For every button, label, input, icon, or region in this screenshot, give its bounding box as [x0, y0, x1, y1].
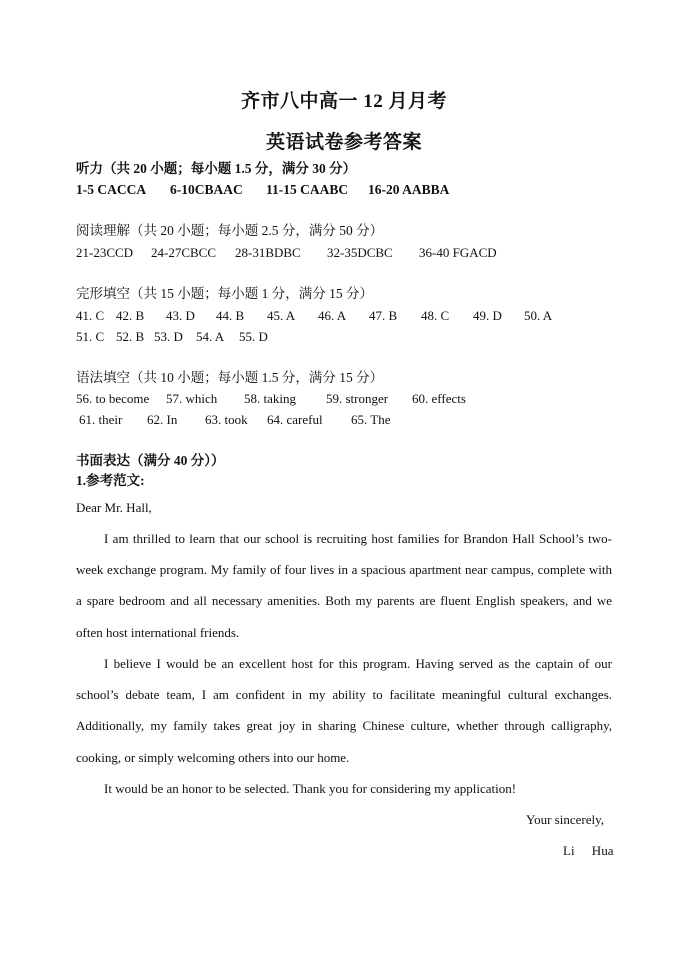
- answer-item: 62. In: [147, 412, 178, 427]
- listening-answers: [76, 182, 449, 198]
- answer-item: 45. A: [267, 308, 296, 323]
- answer-item: 65. The: [351, 412, 391, 427]
- answer-item: 60. effects: [412, 391, 466, 406]
- grammar-answers-row-2: [79, 412, 390, 428]
- answer-group: 28-31BDBC: [235, 245, 301, 260]
- grammar-answers-row-1: [76, 391, 466, 407]
- letter-paragraph-1: I am thrilled to learn that our school is recruiting host families for Brandon Hall School’s two-week exchange program. My family of four lives in a spacious apartment near campus, complete with a spare bedroom and all necessary amenities. Both my parents are fluent English speakers, and we often host international friends.: [76, 531, 612, 640]
- answer-group: 11-15 CAABC: [266, 182, 349, 197]
- answer-item: 64. careful: [267, 412, 323, 427]
- answer-item: 57. which: [166, 391, 218, 406]
- cloze-answers-row-1: [76, 308, 552, 324]
- answer-item: 52. B: [116, 329, 145, 344]
- cloze-heading: 完形填空（共 15 小题；每小题 1 分，满分 15 分）: [76, 286, 373, 301]
- page-title: 齐市八中高一 12 月月考: [240, 91, 447, 112]
- answer-item: 43. D: [166, 308, 195, 323]
- answer-item: 61. their: [79, 412, 123, 427]
- answer-item: 49. D: [473, 308, 502, 323]
- answer-item: 47. B: [369, 308, 398, 323]
- answer-group: 16-20 AABBA: [368, 182, 450, 197]
- answer-item: 63. took: [205, 412, 248, 427]
- answer-group: 1-5 CACCA: [76, 182, 147, 197]
- answer-group: 6-10CBAAC: [170, 182, 243, 197]
- sample-essay-label: 1.参考范文:: [76, 473, 145, 488]
- answer-item: 56. to become: [76, 391, 150, 406]
- answer-item: 54. A: [196, 329, 225, 344]
- letter-closing: Your sincerely,: [526, 812, 604, 827]
- answer-item: 55. D: [239, 329, 268, 344]
- answer-group: 24-27CBCC: [151, 245, 217, 260]
- grammar-heading: 语法填空（共 10 小题；每小题 1.5 分，满分 15 分）: [76, 370, 384, 385]
- cloze-answers-row-2: [76, 329, 268, 345]
- answer-item: 46. A: [318, 308, 347, 323]
- letter-paragraph-2: I believe I would be an excellent host for this program. Having served as the captain of our school’s debate team, I am confident in my ability to facilitate meaningful cultural exchanges. Additionally, my family takes great joy in sharing Chinese culture, whether through calligraphy, cooking, or simply welcoming others into our home.: [76, 656, 612, 765]
- answer-group: 21-23CCD: [76, 245, 134, 260]
- letter-paragraph-3: It would be an honor to be selected. Thank you for considering my application!: [104, 781, 517, 796]
- answer-item: 42. B: [116, 308, 145, 323]
- answer-item: 48. C: [421, 308, 450, 323]
- answer-item: 50. A: [524, 308, 553, 323]
- answer-group: 32-35DCBC: [327, 245, 393, 260]
- answer-item: 53. D: [154, 329, 183, 344]
- answer-item: 44. B: [216, 308, 245, 323]
- page-subtitle: 英语试卷参考答案: [265, 132, 422, 153]
- answer-group: 36-40 FGACD: [419, 245, 497, 260]
- reading-answers: [76, 245, 497, 261]
- answer-item: 41. C: [76, 308, 105, 323]
- listening-heading: 听力（共 20 小题；每小题 1.5 分，满分 30 分）: [76, 161, 357, 176]
- answer-item: 51. C: [76, 329, 105, 344]
- answer-item: 59. stronger: [326, 391, 389, 406]
- answer-item: 58. taking: [244, 391, 296, 406]
- letter-greeting: Dear Mr. Hall,: [76, 500, 152, 515]
- letter-signature: Li Hua: [563, 843, 614, 858]
- writing-heading: 书面表达（满分 40 分））: [76, 453, 225, 468]
- reading-heading: 阅读理解（共 20 小题；每小题 2.5 分，满分 50 分）: [76, 223, 384, 238]
